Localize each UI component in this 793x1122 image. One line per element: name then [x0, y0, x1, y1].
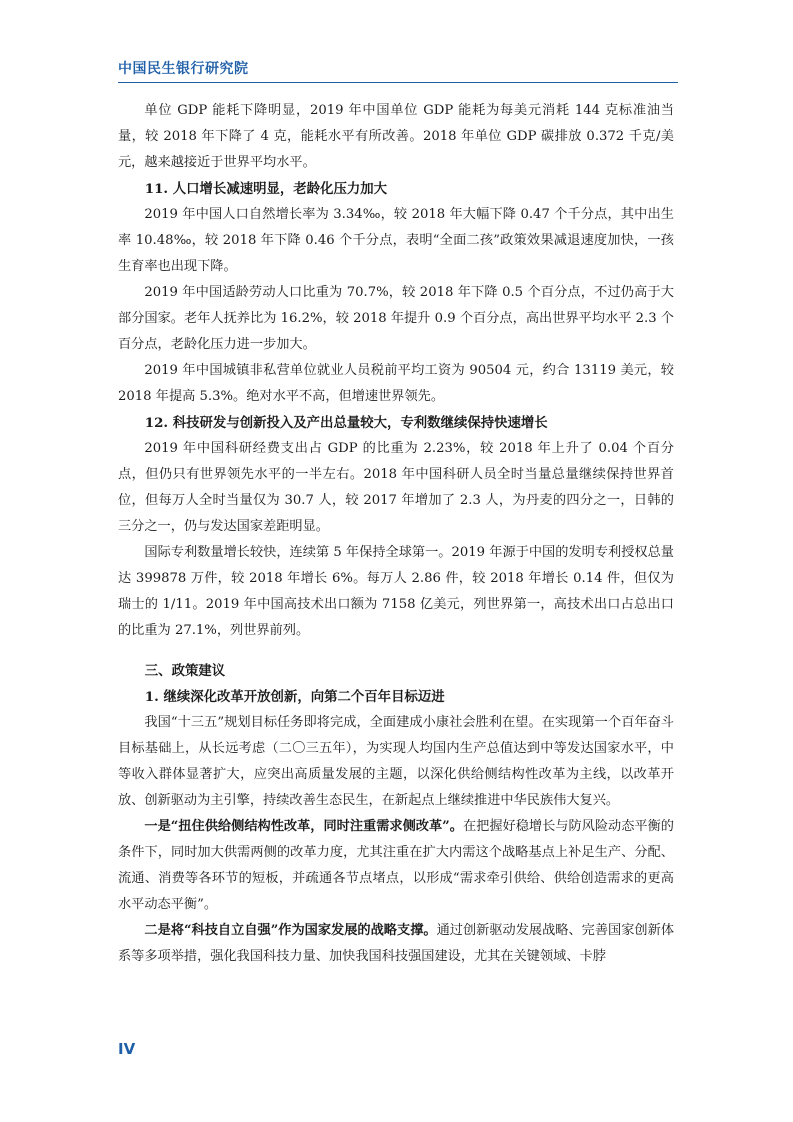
section-heading-12: 12. 科技研发与创新投入及产出总量较大，专利数继续保持快速增长 [144, 415, 548, 431]
page-number: IV [118, 1040, 136, 1058]
paragraph-tech-lead: 二是将“科技自立自强”作为国家发展的战略支撑。 [144, 923, 437, 938]
document-body [118, 98, 674, 970]
paragraph-supply-side-text: 在把握好稳增长与防风险动态平衡的条件下，同时加大供需两侧的改革力度，尤其注重在扩大内需这个战略基点上补足生产、分配、流通、消费等各环节的短板，并疏通各节点堵点，以形成“需求牵引供给、供给创造需求的更高水平动态平衡”。 [118, 819, 674, 912]
paragraph-energy: 单位 GDP 能耗下降明显，2019 年中国单位 GDP 能耗为每美元消耗 144 克标准油当量，较 2018 年下降了 4 克，能耗水平有所改善。2018 年单位 GDP 碳排放 0.372 千克/美元，越来越接近于世界平均水平。 [118, 103, 674, 170]
page-header [118, 58, 678, 83]
header-title: 中国民生银行研究院 [118, 61, 249, 77]
section-heading-3-1: 1. 继续深化改革开放创新，向第二个百年目标迈进 [144, 689, 445, 705]
paragraph-reform-intro: 我国“十三五”规划目标任务即将完成，全面建成小康社会胜利在望。在实现第一个百年奋斗目标基础上，从长远考虑（二〇三五年），为实现人均国内生产总值达到中等发达国家水平，中等收入群体显著扩大，应突出高质量发展的主题，以深化供给侧结构性改革为主线，以改革开放、创新驱动为主引擎，持续改善生态民生，在新起点上继续推进中华民族伟大复兴。 [118, 715, 674, 808]
paragraph-tech-selfreliance [118, 918, 674, 970]
paragraph-patents: 国际专利数量增长较快，连续第 5 年保持全球第一。2019 年源于中国的发明专利授权总量达 399878 万件，较 2018 年增长 6%。每万人 2.86 件，较 2018 年增长 0.14 件，但仅为瑞士的 1/11。2019 年中国高技术出口额为 7158 亿美元，列世界第一，高技术出口占总出口的比重为 27.1%，列世界前列。 [118, 545, 674, 638]
paragraph-rd-spending: 2019 年中国科研经费支出占 GDP 的比重为 2.23%，较 2018 年上升了 0.04 个百分点，但仍只有世界领先水平的一半左右。2018 年中国科研人员全时当量总量继续保持世界首位，但每万人全时当量仅为 30.7 人，较 2017 年增加了 2.3 人，为丹麦的四分之一，日韩的三分之一，仍与发达国家差距明显。 [118, 441, 674, 534]
paragraph-supply-side [118, 814, 674, 918]
section-heading-11: 11. 人口增长减速明显，老龄化压力加大 [144, 181, 388, 197]
chapter-heading-policy: 三、政策建议 [144, 663, 226, 679]
paragraph-wages: 2019 年中国城镇非私营单位就业人员税前平均工资为 90504 元，约合 13119 美元，较 2018 年提高 5.3%。绝对水平不高，但增速世界领先。 [118, 363, 674, 404]
paragraph-supply-side-lead: 一是“扭住供给侧结构性改革，同时注重需求侧改革”。 [144, 819, 463, 834]
paragraph-tech-text: 通过创新驱动发展战略、完善国家创新体系等多项举措，强化我国科技力量、加快我国科技强国建设，尤其在关键领域、卡脖 [118, 923, 675, 964]
paragraph-population-growth: 2019 年中国人口自然增长率为 3.34‰，较 2018 年大幅下降 0.47 个千分点，其中出生率 10.48‰，较 2018 年下降 0.46 个千分点，表明“全面二孩”政策效果减退速度加快，一孩生育率也出现下降。 [118, 207, 674, 274]
paragraph-labor-aging: 2019 年中国适龄劳动人口比重为 70.7%，较 2018 年下降 0.5 个百分点，不过仍高于大部分国家。老年人抚养比为 16.2%，较 2018 年提升 0.9 个百分点，高出世界平均水平 2.3 个百分点，老龄化压力进一步加大。 [118, 285, 674, 352]
